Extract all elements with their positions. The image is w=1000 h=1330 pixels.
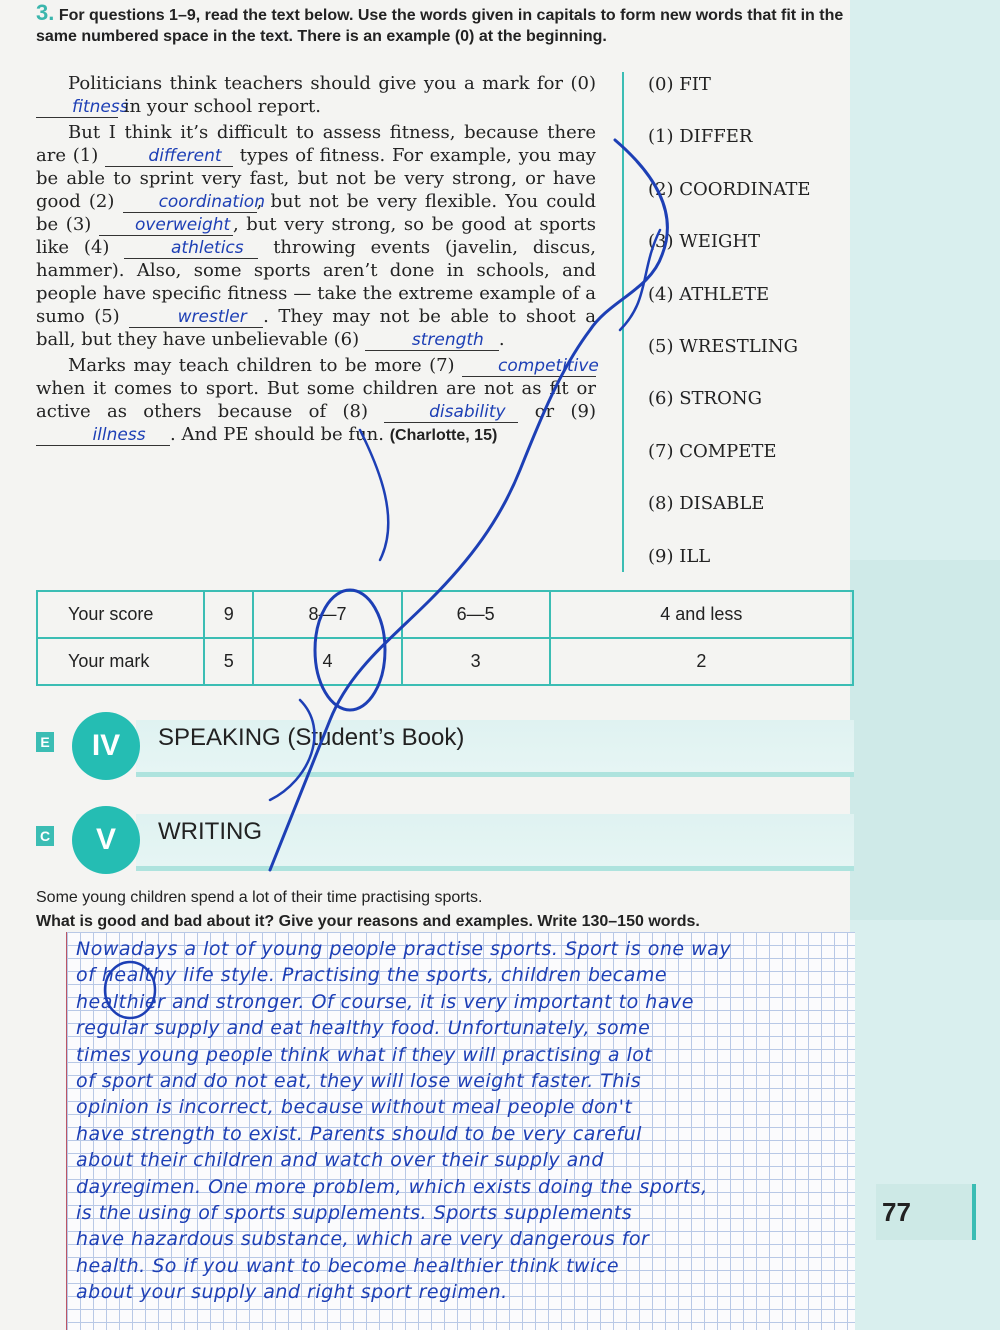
word-item: (2) COORDINATE (648, 178, 811, 200)
text-fragment: Marks may teach children to be more (7) (68, 355, 455, 376)
text-fragment: . And PE should be fun. (170, 424, 384, 445)
table-cell: 2 (550, 638, 853, 685)
table-cell: 4 and less (550, 591, 853, 638)
table-cell: 3 (402, 638, 550, 685)
essay-line: about your supply and right sport regimen. (76, 1281, 508, 1304)
text-fragment: throwing events (javelin, discus, hammer). Also, some sports aren’t done in schools, and people have specific fitness — take the extreme example of a sumo (5) (36, 237, 596, 327)
section-badge: E (36, 732, 54, 752)
text-fragment: But I think it’s difficult to assess fitness, because there are (1) (36, 122, 596, 166)
essay-line: have hazardous substance, which are very dangerous for (76, 1228, 650, 1251)
answer-4[interactable]: athletics (124, 238, 258, 259)
section-title: SPEAKING (Student’s Book) (158, 724, 465, 751)
row-label: Your mark (37, 638, 204, 685)
task-line: Some young children spend a lot of their time practising sports. (36, 889, 483, 906)
word-item: (1) DIFFER (648, 126, 753, 148)
section-numeral: V (72, 806, 140, 874)
table-cell: 6—5 (402, 591, 550, 638)
essay-line: Nowadays a lot of young people practise sports. Sport is one way (76, 938, 732, 960)
essay-line: regular supply and eat healthy food. Unfortunately, some (76, 1017, 651, 1040)
table-cell: 4 (253, 638, 401, 685)
text-fragment: . (498, 329, 505, 350)
answer-9[interactable]: illness (36, 425, 170, 446)
page-number: 77 (876, 1184, 976, 1240)
section-badge: C (36, 826, 54, 846)
answer-5[interactable]: wrestler (129, 307, 263, 328)
word-item: (6) STRONG (648, 388, 762, 410)
word-item: (7) COMPETE (648, 440, 777, 462)
task-question: What is good and bad about it? Give your reasons and examples. Write 130–150 words. (36, 913, 700, 930)
essay-line: times young people think what if they will practising a lot (76, 1043, 653, 1066)
text-fragment: . They may not be able to shoot a ball, but they have unbelievable (6) (36, 306, 596, 350)
word-item: (0) FIT (648, 74, 711, 95)
word-item: (8) DISABLE (648, 493, 765, 515)
essay-line: is the using of sports supplements. Sports supplements (76, 1202, 633, 1225)
essay-line: health. So if you want to become healthier think twice (76, 1254, 620, 1277)
text-fragment: Politicians think teachers should give you a mark for (0) (68, 73, 596, 94)
table-cell: 9 (204, 591, 253, 638)
text-fragment: in your school report. (123, 96, 321, 117)
essay-line: healthier and stronger. Of course, it is very important to have (76, 990, 694, 1013)
answer-0[interactable]: fitness (36, 97, 118, 118)
answer-6[interactable]: strength (365, 330, 499, 351)
exercise-number: 3. (36, 0, 55, 25)
table-cell: 5 (204, 638, 253, 685)
answer-3[interactable]: overweight (99, 215, 233, 236)
text-fragment: or (9) (534, 401, 596, 422)
word-item: (9) ILL (648, 545, 711, 567)
word-item: (4) ATHLETE (648, 283, 770, 305)
row-label: Your score (37, 591, 204, 638)
essay-line: of healthy life style. Practising the sports, children became (76, 964, 668, 987)
essay-line: of sport and do not eat, they will lose weight faster. This (76, 1070, 642, 1093)
table-cell: 8—7 (253, 591, 401, 638)
essay-line: about their children and watch over their supply and (76, 1149, 604, 1172)
essay-line: have strength to exist. Parents should to be very careful (76, 1122, 642, 1145)
answer-8[interactable]: disability (384, 402, 518, 423)
essay-line: dayregimen. One more problem, which exists doing the sports, (76, 1175, 708, 1198)
text-fragment: types of fitness. For example, you may be able to sprint very fast, but not be very strong, or have good (2) (36, 145, 596, 212)
essay-line: opinion is incorrect, because without meal people don't (76, 1096, 633, 1119)
instruction-text: For questions 1–9, read the text below. Use the words given in capitals to form new words that fit in the same numbered space in the text. There is an example (0) at the beginning. (36, 7, 844, 45)
section-numeral: IV (72, 712, 140, 780)
section-title: WRITING (158, 818, 262, 845)
text-fragment: , but very strong, so be good at sports like (4) (36, 214, 596, 258)
word-item: (3) WEIGHT (648, 231, 761, 253)
answer-7[interactable]: competitive (462, 356, 596, 377)
answer-2[interactable]: coordination (123, 192, 257, 213)
word-item: (5) WRESTLING (648, 335, 798, 357)
text-fragment: when it comes to sport. But some children are not as fit or active as others because of (8) (36, 378, 596, 422)
answer-1[interactable]: different (105, 146, 233, 167)
text-fragment: , but not be very flexible. You could be (3) (36, 191, 596, 235)
source-credit: (Charlotte, 15) (389, 427, 498, 444)
